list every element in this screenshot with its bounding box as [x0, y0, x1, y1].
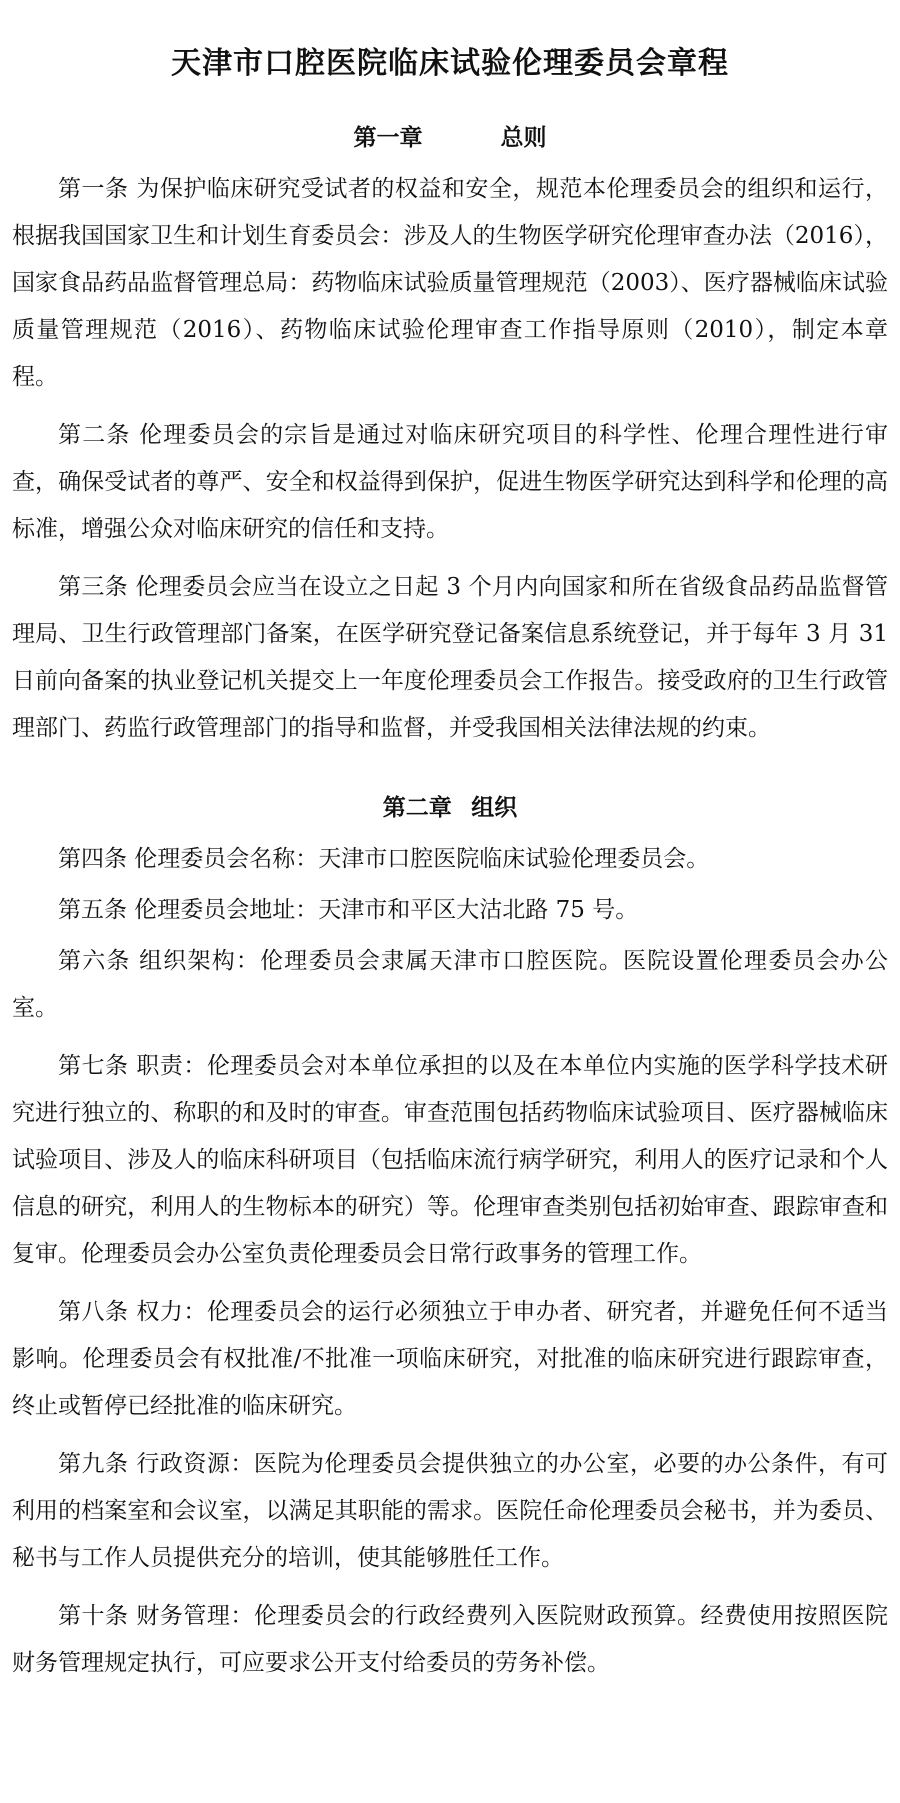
- chapter-2: [12, 792, 888, 1687]
- article-7: 第七条 职责：伦理委员会对本单位承担的以及在本单位内实施的医学科学技术研究进行独立的、称职的和及时的审查。审查范围包括药物临床试验项目、医疗器械临床试验项目、涉及人的临床科研项目（包括临床流行病学研究，利用人的医疗记录和个人信息的研究，利用人的生物标本的研究）等。伦理审查类别包括初始审查、跟踪审查和复审。伦理委员会办公室负责伦理委员会日常行政事务的管理工作。: [12, 1053, 888, 1267]
- article-9: 第九条 行政资源：医院为伦理委员会提供独立的办公室，必要的办公条件，有可利用的档案室和会议室，以满足其职能的需求。医院任命伦理委员会秘书，并为委员、秘书与工作人员提供充分的培训，使其能够胜任工作。: [12, 1451, 888, 1571]
- article-6: 第六条 组织架构：伦理委员会隶属天津市口腔医院。医院设置伦理委员会办公室。: [12, 948, 888, 1021]
- article-10: 第十条 财务管理：伦理委员会的行政经费列入医院财政预算。经费使用按照医院财务管理规定执行，可应要求公开支付给委员的劳务补偿。: [12, 1603, 888, 1676]
- article-4: 第四条 伦理委员会名称：天津市口腔医院临床试验伦理委员会。: [58, 846, 710, 872]
- chapter-1: [12, 122, 888, 752]
- article-1: 第一条 为保护临床研究受试者的权益和安全，规范本伦理委员会的组织和运行，根据我国国家卫生和计划生育委员会：涉及人的生物医学研究伦理审查办法（2016），国家食品药品监督管理总局：药物临床试验质量管理规范（2003）、医疗器械临床试验质量管理规范（2016）、药物临床试验伦理审查工作指导原则（2010），制定本章程。: [12, 176, 888, 390]
- document-title: 天津市口腔医院临床试验伦理委员会章程: [171, 46, 729, 81]
- article-8: 第八条 权力：伦理委员会的运行必须独立于申办者、研究者，并避免任何不适当影响。伦理委员会有权批准/不批准一项临床研究，对批准的临床研究进行跟踪审查，终止或暂停已经批准的临床研究。: [12, 1299, 888, 1419]
- chapter-2-title: 第二章 组织: [382, 795, 518, 821]
- article-2: 第二条 伦理委员会的宗旨是通过对临床研究项目的科学性、伦理合理性进行审查，确保受试者的尊严、安全和权益得到保护，促进生物医学研究达到科学和伦理的高标准，增强公众对临床研究的信任和支持。: [12, 422, 888, 542]
- article-5: 第五条 伦理委员会地址：天津市和平区大沽北路 75 号。: [58, 897, 639, 923]
- chapter-1-title: 第一章 总则: [353, 125, 547, 151]
- article-3: 第三条 伦理委员会应当在设立之日起 3 个月内向国家和所在省级食品药品监督管理局、卫生行政管理部门备案，在医学研究登记备案信息系统登记，并于每年 3 月 31 日前向备案的执业登记机关提交上一年度伦理委员会工作报告。接受政府的卫生行政管理部门、药监行政管理部门的指导和监督，并受我国相关法律法规的约束。: [12, 574, 888, 741]
